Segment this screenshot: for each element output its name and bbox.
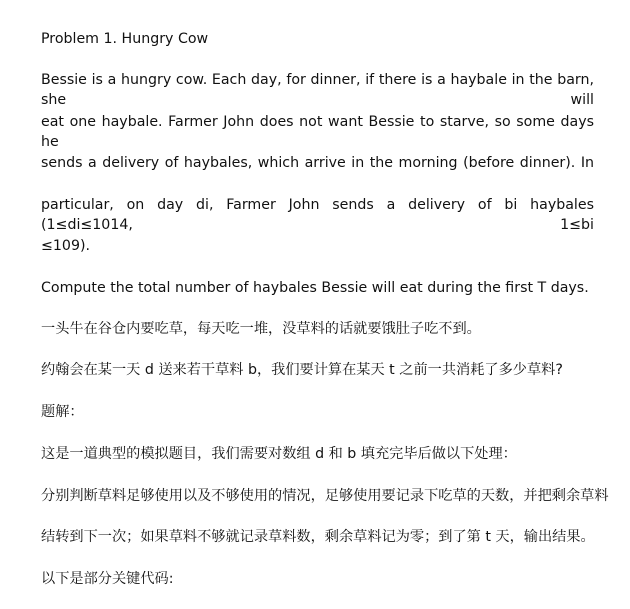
paragraph-line-4: particular, on day di, Farmer John sends a delivery of bi haybales (1≤di≤1014, 1≤bi <box>41 197 594 233</box>
paragraph-line-5: ≤109). <box>41 238 91 254</box>
solution-line-3: 结转到下一次；如果草料不够就记录草料数，剩余草料记为零；到了第 t 天，输出结果。 <box>41 529 595 545</box>
problem-title: Problem 1. Hungry Cow <box>41 31 209 47</box>
solution-label: 题解： <box>41 404 84 420</box>
solution-line-1: 这是一道典型的模拟题目，我们需要对数组 d 和 b 填充完毕后做以下处理： <box>41 446 517 462</box>
code-intro: 以下是部分关键代码: <box>41 571 174 587</box>
chinese-summary-2: 约翰会在某一天 d 送来若干草料 b，我们要计算在某天 t 之前一共消耗了多少草料? <box>41 362 563 378</box>
paragraph-line-2: eat one haybale. Farmer John does not want Bessie to starve, so some days he <box>41 114 594 150</box>
solution-line-2: 分别判断草料足够使用以及不够使用的情况，足够使用要记录下吃草的天数，并把剩余草料 <box>41 488 609 504</box>
compute-paragraph: Compute the total number of haybales Bessie will eat during the first T days. <box>41 280 589 296</box>
paragraph-line-1: Bessie is a hungry cow. Each day, for dinner, if there is a haybale in the barn, she will <box>41 72 594 108</box>
paragraph-line-3: sends a delivery of haybales, which arrive in the morning (before dinner). In <box>41 155 594 171</box>
chinese-summary-1: 一头牛在谷仓内要吃草，每天吃一堆，没草料的话就要饿肚子吃不到。 <box>41 321 481 337</box>
